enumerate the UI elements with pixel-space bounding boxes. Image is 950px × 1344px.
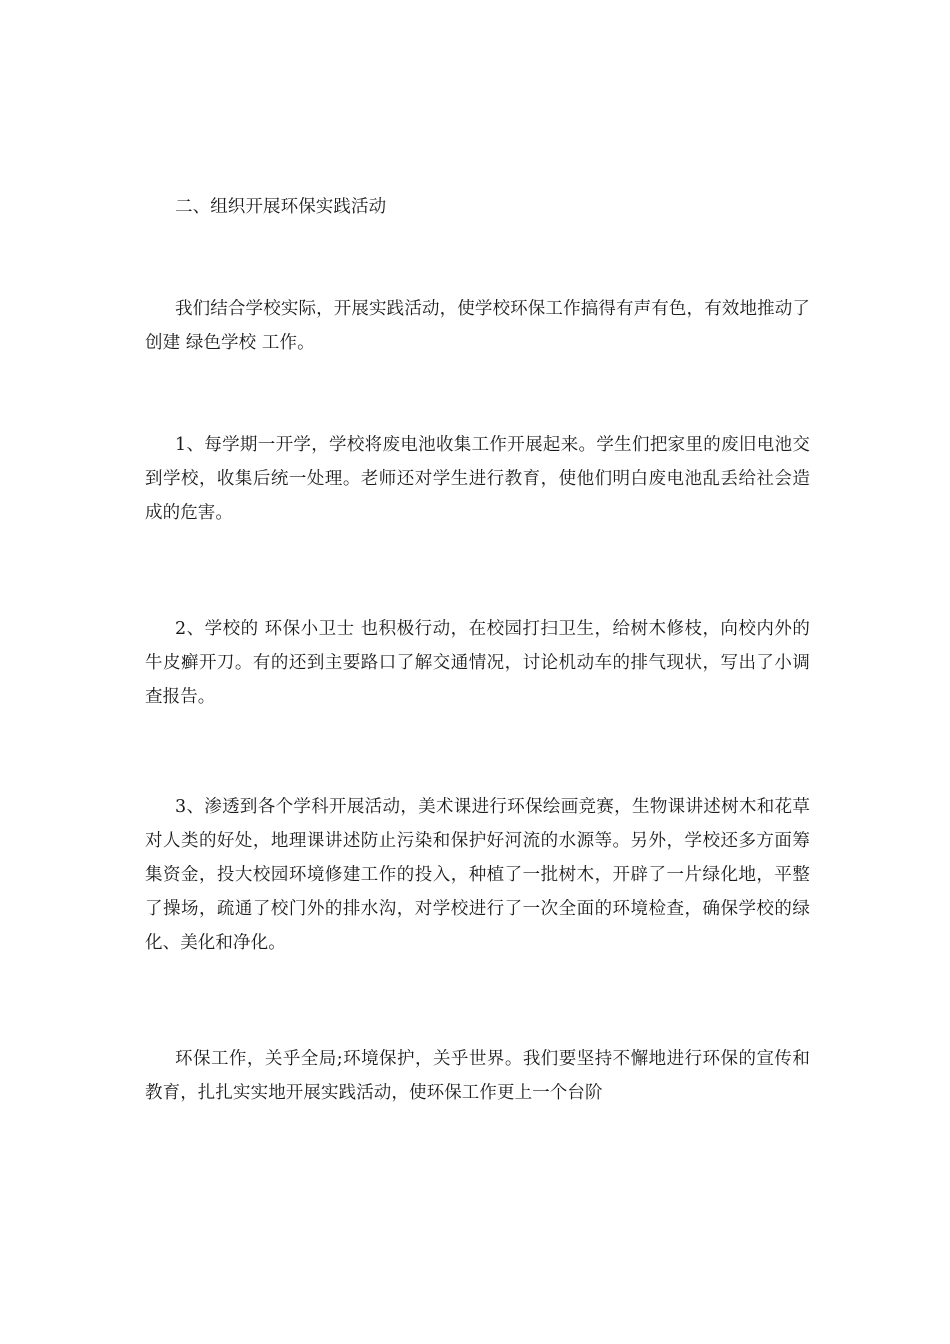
- section-heading: 二、组织开展环保实践活动: [175, 197, 387, 217]
- conclusion-paragraph: 环保工作，关乎全局;环境保护，关乎世界。我们要坚持不懈地进行环保的宣传和教育，扎扎实实地开展实践活动，使环保工作更上一个台阶: [145, 1049, 810, 1103]
- intro-paragraph: 我们结合学校实际，开展实践活动，使学校环保工作搞得有声有色，有效地推动了创建 绿色学校 工作。: [145, 299, 810, 353]
- item-2-paragraph: 2、学校的 环保小卫士 也积极行动，在校园打扫卫生，给树木修枝，向校内外的牛皮癣开刀。有的还到主要路口了解交通情况，讨论机动车的排气现状，写出了小调查报告。: [145, 619, 810, 707]
- item-1-paragraph: 1、每学期一开学，学校将废电池收集工作开展起来。学生们把家里的废旧电池交到学校，收集后统一处理。老师还对学生进行教育，使他们明白废电池乱丢给社会造成的危害。: [145, 435, 810, 523]
- item-3-paragraph: 3、渗透到各个学科开展活动，美术课进行环保绘画竞赛，生物课讲述树木和花草对人类的好处，地理课讲述防止污染和保护好河流的水源等。另外，学校还多方面筹集资金，投大校园环境修建工作的投入，种植了一批树木，开辟了一片绿化地，平整了操场，疏通了校门外的排水沟，对学校进行了一次全面的环境检查，确保学校的绿化、美化和净化。: [145, 797, 810, 953]
